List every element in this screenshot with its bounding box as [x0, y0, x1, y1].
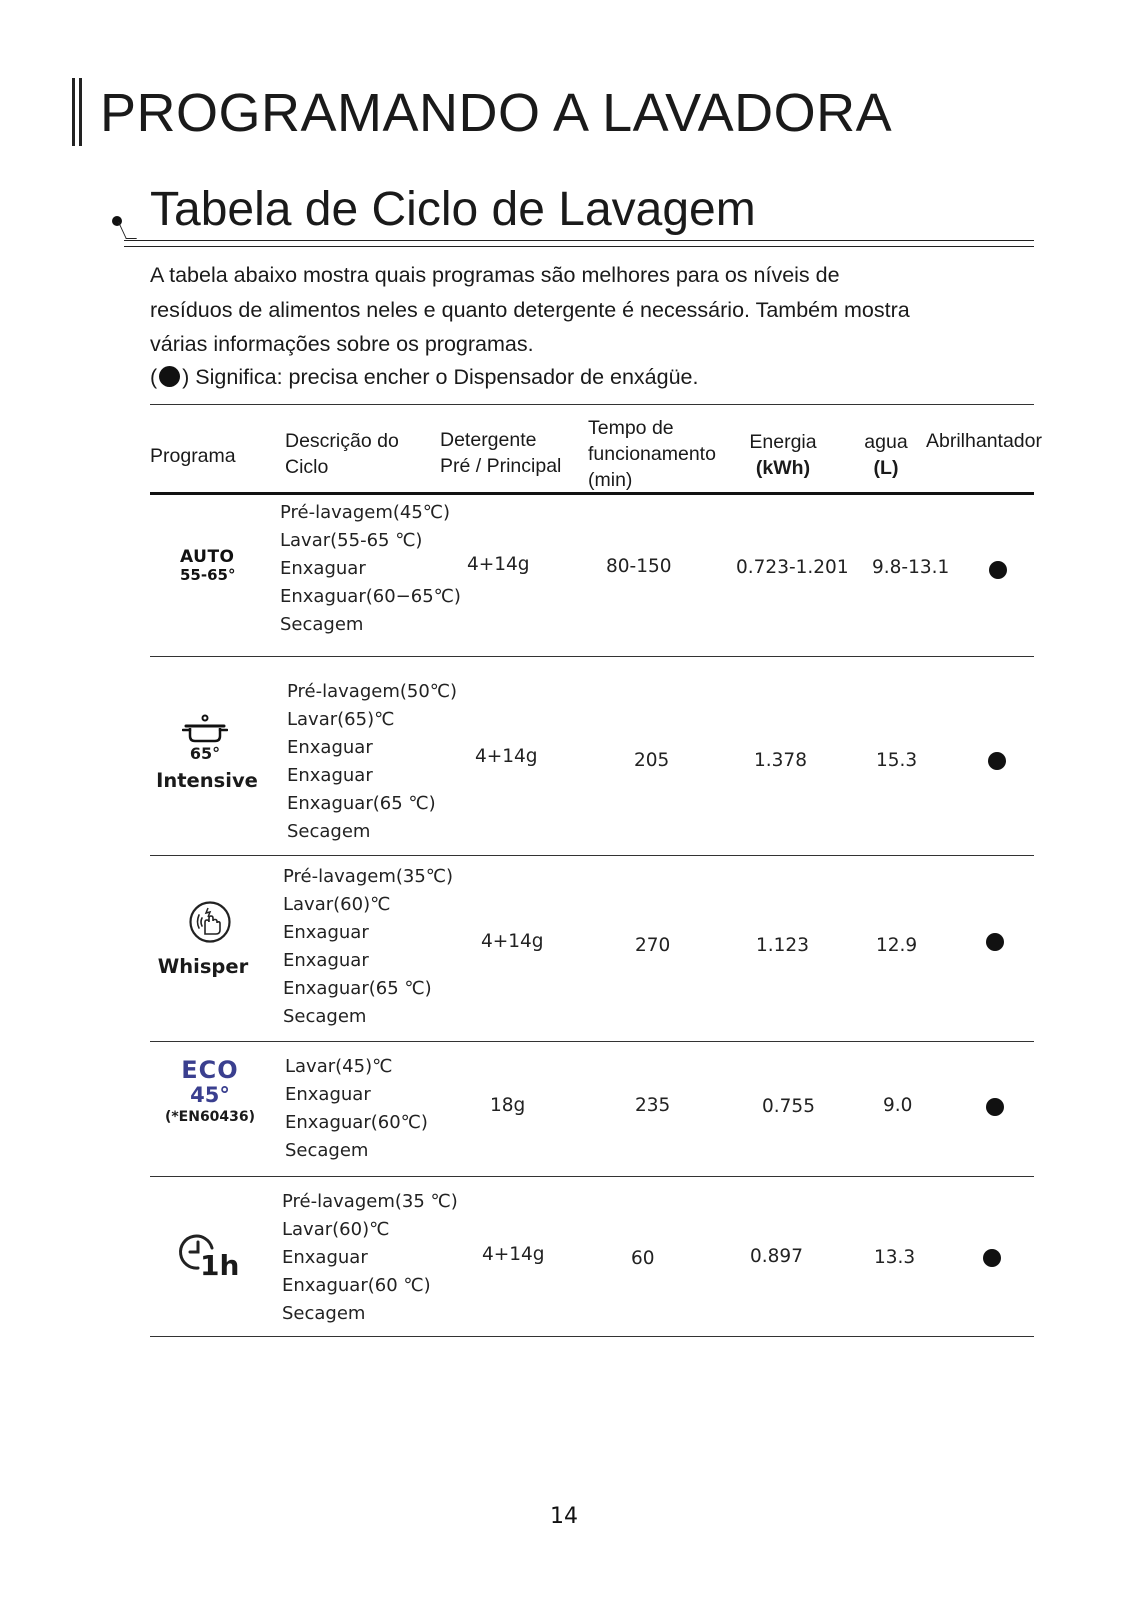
- header-agua-unit: (L): [873, 457, 899, 479]
- eco-icon-label: ECO: [181, 1056, 239, 1084]
- rinse-aid-legend: [150, 360, 698, 394]
- row-divider: [150, 1176, 1034, 1177]
- whisper-hand-icon: [188, 900, 232, 944]
- clock-1h-label: 1h: [200, 1249, 240, 1282]
- row-auto-description: [280, 499, 461, 639]
- cycle-step: Enxaguar(60℃): [285, 1112, 428, 1133]
- cycle-step: Enxaguar(60−65℃): [280, 586, 461, 607]
- header-energia-unit: (kWh): [755, 457, 811, 479]
- header-descricao-line: Descrição do: [285, 430, 399, 452]
- cycle-step: Enxaguar: [280, 558, 366, 579]
- eco-45-icon: [160, 1056, 260, 1128]
- section-hook-decoration: [118, 222, 137, 239]
- cycle-step: Enxaguar: [283, 950, 369, 971]
- row-auto-energy: 0.723-1.201: [736, 557, 849, 578]
- cycle-step: Lavar(60)℃: [282, 1219, 390, 1240]
- row-1h-energy: 0.897: [750, 1246, 803, 1267]
- section-rule: [124, 246, 1034, 247]
- header-tempo-line: funcionamento: [588, 443, 716, 465]
- row-whisper-description: [283, 863, 453, 1031]
- intensive-label: Intensive: [156, 769, 258, 792]
- cycle-step: Enxaguar: [287, 737, 373, 758]
- row-intensive-detergent: 4+14g: [475, 746, 538, 767]
- row-eco-detergent: 18g: [490, 1095, 526, 1116]
- legend-text: ) Significa: precisa encher o Dispensador de enxágüe.: [182, 365, 699, 389]
- header-agua: [858, 429, 914, 481]
- row-intensive-time: 205: [634, 750, 670, 771]
- intro-line: resíduos de alimentos neles e quanto detergente é necessário. Também mostra: [150, 297, 910, 322]
- auto-icon-temp: 55-65°: [180, 566, 236, 584]
- eco-icon-standard: (*EN60436): [164, 1109, 256, 1125]
- rinse-aid-dot-icon: [988, 752, 1006, 770]
- cycle-step: Enxaguar: [283, 922, 369, 943]
- section-title: Tabela de Ciclo de Lavagem: [150, 183, 756, 236]
- row-intensive-water: 15.3: [876, 750, 918, 771]
- header-descricao-line: Ciclo: [285, 456, 329, 478]
- header-energia-line: Energia: [749, 431, 817, 453]
- row-whisper-detergent: 4+14g: [481, 931, 544, 952]
- header-abrilhantador: Abrilhantador: [926, 430, 1042, 452]
- cycle-step: Enxaguar(60 ℃): [282, 1275, 431, 1296]
- cycle-step: Enxaguar: [282, 1247, 368, 1268]
- row-whisper-time: 270: [635, 935, 671, 956]
- cycle-step: Lavar(60)℃: [283, 894, 391, 915]
- header-agua-line: agua: [864, 431, 908, 453]
- cycle-step: Lavar(55-65 ℃): [280, 530, 423, 551]
- intro-line: A tabela abaixo mostra quais programas são melhores para os níveis de: [150, 263, 840, 287]
- cycle-step: Enxaguar(65 ℃): [287, 793, 436, 814]
- cycle-step: Secagem: [287, 821, 371, 842]
- row-divider: [150, 656, 1034, 657]
- table-header-rule: [150, 492, 1034, 495]
- header-detergente-line: Pré / Principal: [440, 455, 562, 477]
- row-auto-detergent: 4+14g: [467, 554, 530, 575]
- row-1h-time: 60: [631, 1248, 655, 1269]
- cycle-step: Secagem: [283, 1006, 367, 1027]
- rinse-aid-dot-icon: [986, 1098, 1004, 1116]
- cycle-step: Enxaguar: [285, 1084, 371, 1105]
- cycle-step: Pré-lavagem(35 ℃): [282, 1191, 458, 1212]
- cycle-step: Secagem: [280, 614, 364, 635]
- eco-icon-temp: 45°: [190, 1083, 230, 1107]
- auto-icon-label: AUTO: [180, 547, 235, 567]
- header-tempo-line: (min): [588, 469, 633, 491]
- section-rule: [124, 240, 1034, 241]
- header-programa: Programa: [150, 445, 236, 467]
- cycle-step: Enxaguar: [287, 765, 373, 786]
- row-intensive-description: [287, 678, 457, 846]
- table-top-rule: [150, 404, 1034, 405]
- cycle-step: Pré-lavagem(35℃): [283, 866, 454, 887]
- table-bottom-rule: [150, 1336, 1034, 1337]
- whisper-label: Whisper: [157, 955, 249, 978]
- row-1h-detergent: 4+14g: [482, 1244, 545, 1265]
- cycle-step: Pré-lavagem(45℃): [280, 502, 451, 523]
- intro-line: várias informações sobre os programas.: [150, 332, 534, 356]
- cycle-step: Lavar(65)℃: [287, 709, 395, 730]
- header-detergente: [440, 427, 561, 479]
- header-tempo: [588, 415, 716, 493]
- cycle-step: Pré-lavagem(50℃): [287, 681, 458, 702]
- cycle-step: Lavar(45)℃: [285, 1056, 393, 1077]
- header-detergente-line: Detergente: [440, 429, 537, 451]
- cycle-step: Enxaguar(65 ℃): [283, 978, 432, 999]
- row-intensive-energy: 1.378: [754, 750, 807, 771]
- cycle-step: Secagem: [285, 1140, 369, 1161]
- title-bar-decoration: [72, 78, 82, 146]
- header-tempo-line: Tempo de: [588, 417, 674, 439]
- auto-55-65-icon: [180, 548, 235, 584]
- cycle-step: Secagem: [282, 1303, 366, 1324]
- rinse-aid-dot-icon: [986, 933, 1004, 951]
- row-whisper-water: 12.9: [876, 935, 918, 956]
- row-eco-energy: 0.755: [762, 1096, 815, 1117]
- intro-paragraph: [150, 258, 1030, 362]
- row-divider: [150, 855, 1034, 856]
- intensive-icon-temp: 65°: [189, 744, 221, 763]
- row-eco-description: [285, 1053, 428, 1165]
- header-energia: [740, 429, 826, 481]
- filled-dot-icon: [159, 366, 180, 387]
- header-descricao: [285, 428, 399, 480]
- page-number: 14: [550, 1504, 578, 1529]
- pot-icon: [182, 714, 228, 744]
- row-whisper-energy: 1.123: [756, 935, 809, 956]
- row-eco-water: 9.0: [883, 1095, 913, 1116]
- row-auto-water: 9.8-13.1: [872, 557, 950, 578]
- row-auto-time: 80-150: [606, 556, 672, 577]
- rinse-aid-dot-icon: [983, 1249, 1001, 1267]
- row-1h-description: [282, 1188, 458, 1328]
- rinse-aid-dot-icon: [989, 561, 1007, 579]
- row-1h-water: 13.3: [874, 1247, 916, 1268]
- page-title: PROGRAMANDO A LAVADORA: [100, 83, 893, 143]
- row-eco-time: 235: [635, 1095, 671, 1116]
- row-divider: [150, 1041, 1034, 1042]
- legend-open: (: [150, 365, 158, 389]
